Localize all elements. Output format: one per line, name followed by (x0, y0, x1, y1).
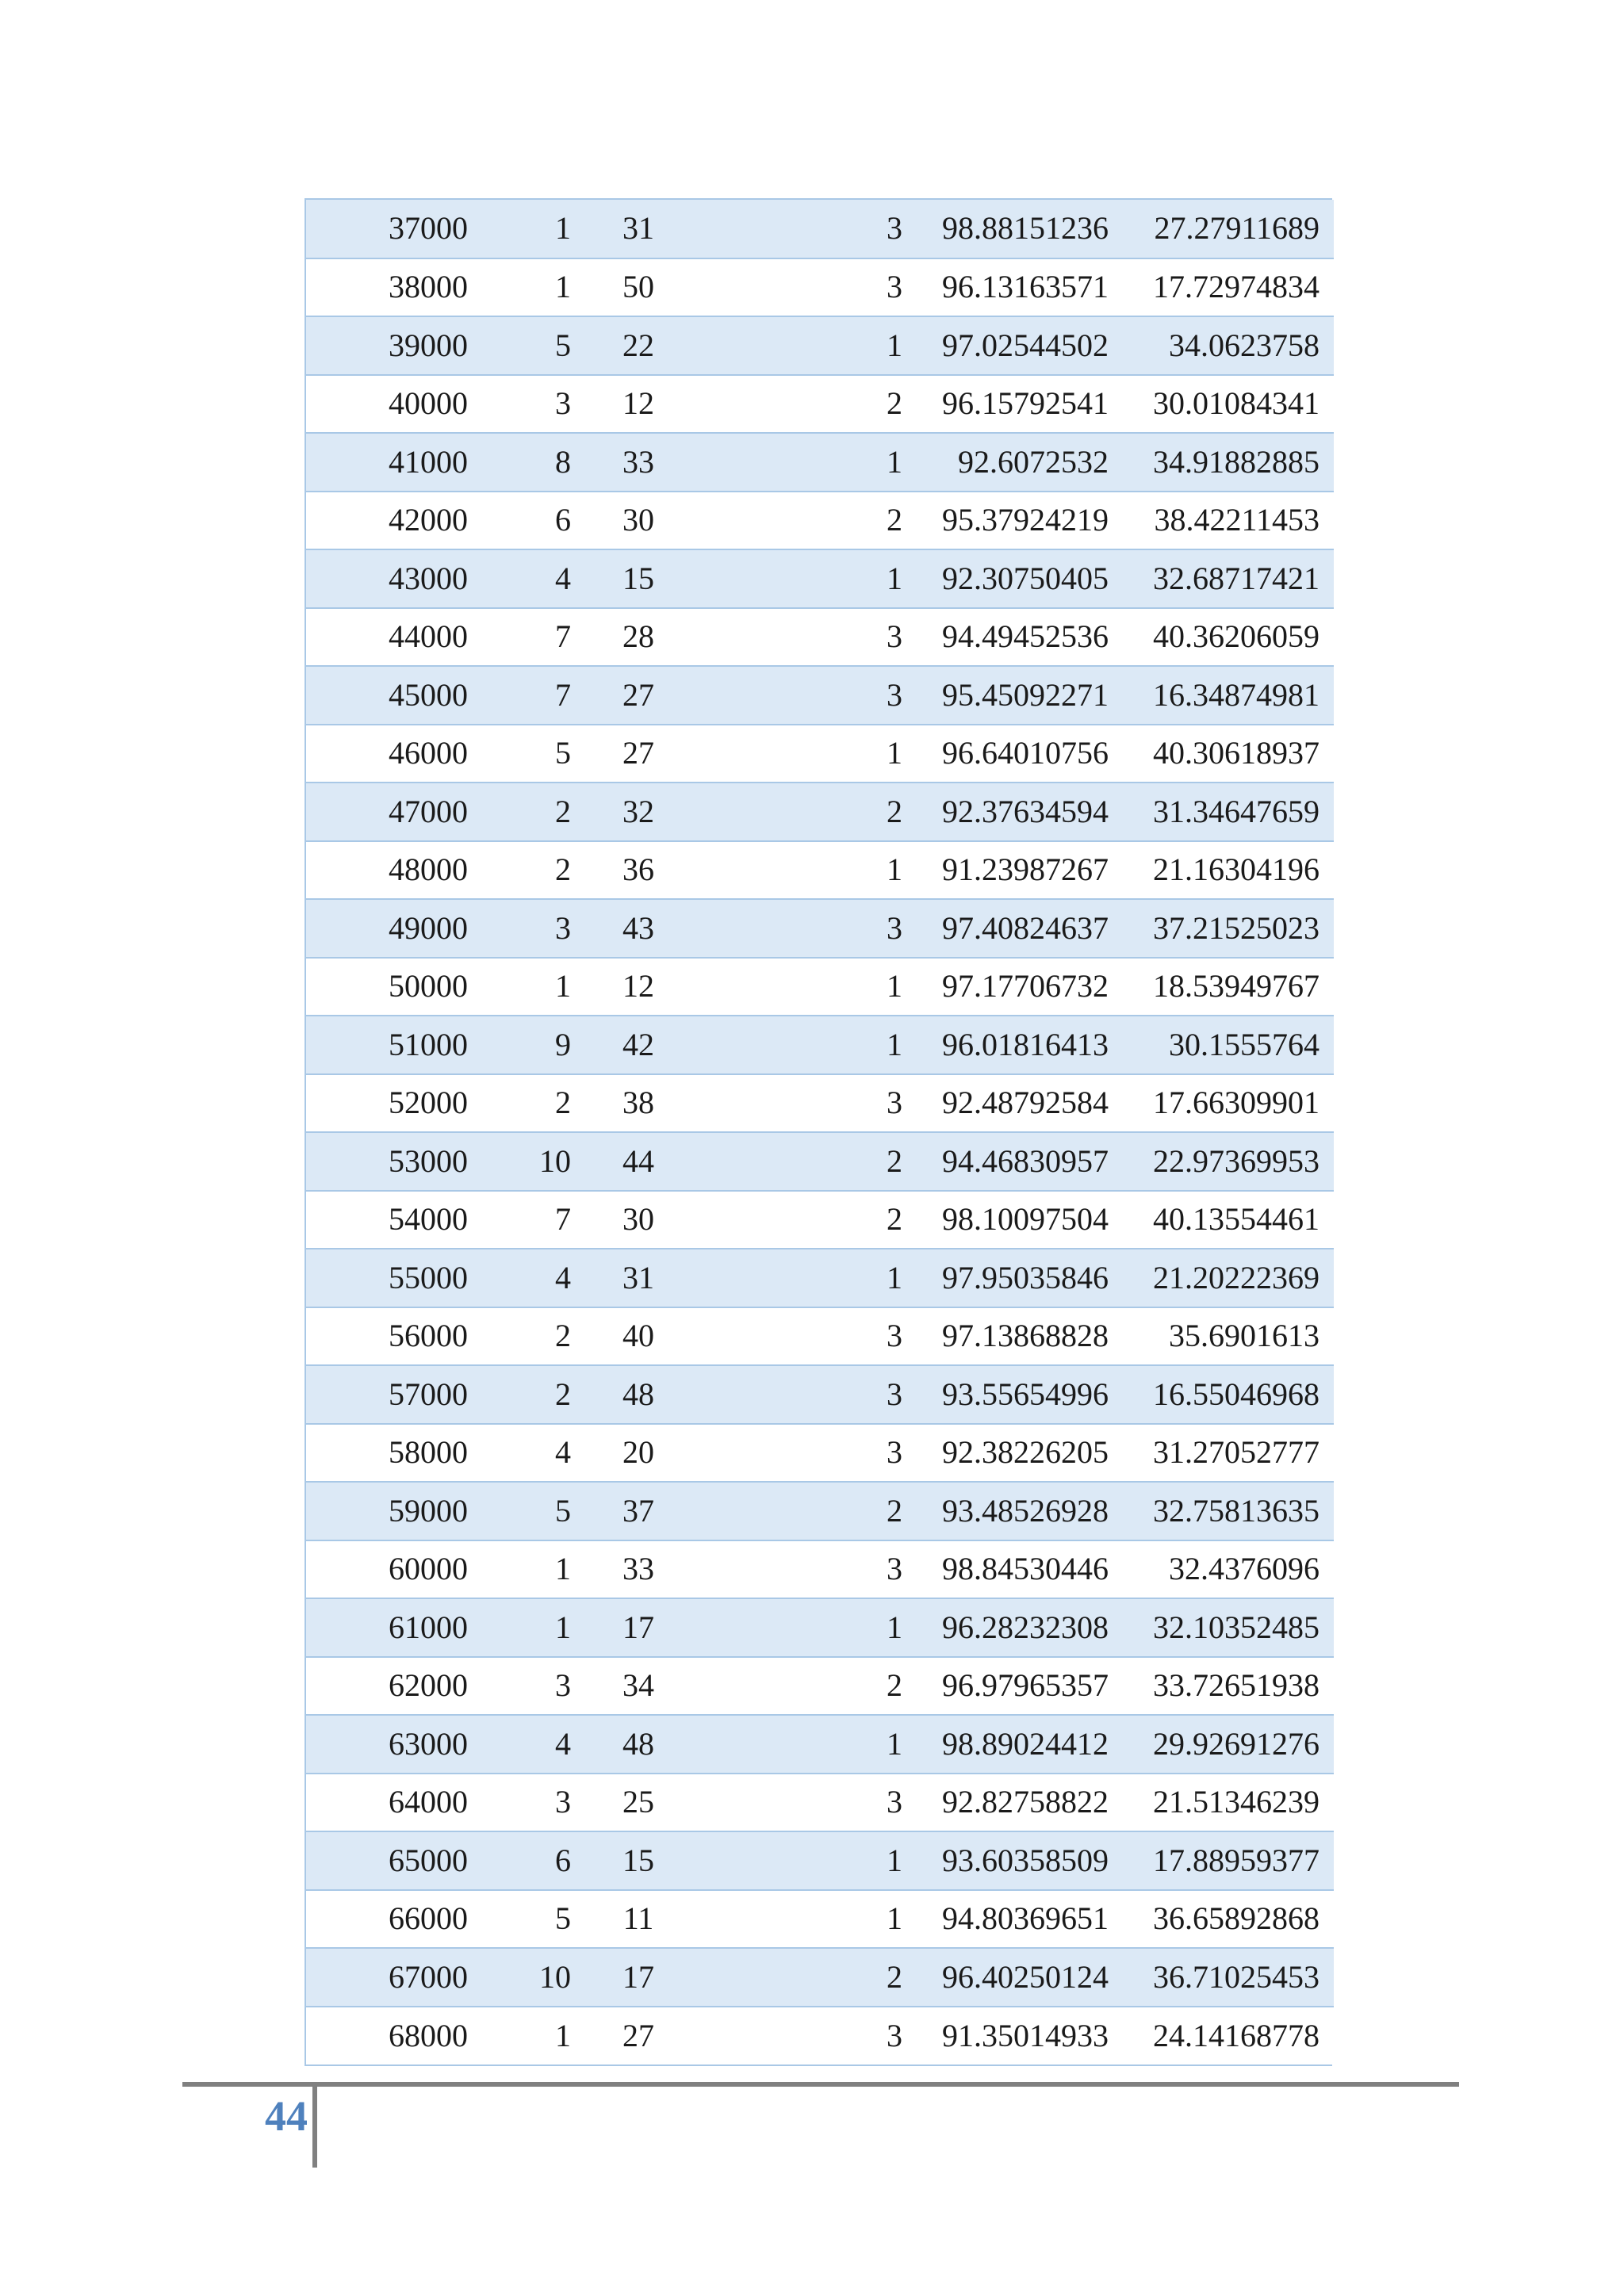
table-cell: 2 (706, 1132, 915, 1191)
table-row (306, 258, 1334, 317)
table-cell: 15 (571, 1831, 706, 1890)
table-cell: 1 (468, 2007, 571, 2065)
table-row (306, 1774, 1334, 1832)
table-row (306, 1890, 1334, 1949)
table-row (306, 375, 1334, 434)
table-cell: 44 (571, 1132, 706, 1191)
table-cell: 97.17706732 (915, 958, 1124, 1016)
table-cell: 31 (571, 200, 706, 258)
table-cell: 94.46830957 (915, 1132, 1124, 1191)
table-cell: 16.34874981 (1124, 666, 1334, 725)
table-cell: 40000 (306, 375, 468, 434)
table-cell: 21.51346239 (1124, 1774, 1334, 1832)
table-cell: 31 (571, 1249, 706, 1307)
table-cell: 40 (571, 1307, 706, 1366)
table-cell: 4 (468, 549, 571, 608)
table-cell: 21.20222369 (1124, 1249, 1334, 1307)
table-cell: 2 (468, 841, 571, 900)
table-cell: 2 (468, 1365, 571, 1424)
table-cell: 1 (468, 958, 571, 1016)
table-row (306, 549, 1334, 608)
table-cell: 3 (706, 1540, 915, 1599)
table-cell: 28 (571, 608, 706, 667)
table-cell: 2 (468, 1074, 571, 1133)
table-cell: 64000 (306, 1774, 468, 1832)
table-cell: 3 (706, 666, 915, 725)
table-cell: 53000 (306, 1132, 468, 1191)
table-row (306, 1424, 1334, 1483)
table-cell: 30 (571, 492, 706, 550)
table-row (306, 783, 1334, 841)
table-row (306, 1132, 1334, 1191)
table-cell: 4 (468, 1424, 571, 1483)
table-row (306, 492, 1334, 550)
table-cell: 94.49452536 (915, 608, 1124, 667)
table-cell: 2 (706, 492, 915, 550)
table-cell: 33 (571, 433, 706, 492)
table-cell: 52000 (306, 1074, 468, 1133)
table-cell: 96.97965357 (915, 1657, 1124, 1716)
table-cell: 98.10097504 (915, 1191, 1124, 1249)
table-cell: 4 (468, 1249, 571, 1307)
footer-rule (182, 2082, 1459, 2087)
page-number: 44 (265, 2092, 308, 2140)
data-table (306, 200, 1334, 2064)
table-cell: 54000 (306, 1191, 468, 1249)
table-cell: 1 (468, 1540, 571, 1599)
table-row (306, 1715, 1334, 1774)
table-row (306, 1831, 1334, 1890)
table-cell: 92.6072532 (915, 433, 1124, 492)
table-cell: 32.4376096 (1124, 1540, 1334, 1599)
table-cell: 47000 (306, 783, 468, 841)
table-row (306, 1540, 1334, 1599)
table-body (306, 200, 1334, 2064)
table-cell: 18.53949767 (1124, 958, 1334, 1016)
table-cell: 95.45092271 (915, 666, 1124, 725)
table-cell: 31.27052777 (1124, 1424, 1334, 1483)
table-row (306, 1307, 1334, 1366)
table-cell: 93.48526928 (915, 1482, 1124, 1540)
table-cell: 2 (706, 375, 915, 434)
table-cell: 1 (706, 725, 915, 783)
table-cell: 27 (571, 725, 706, 783)
table-cell: 20 (571, 1424, 706, 1483)
table-cell: 41000 (306, 433, 468, 492)
table-cell: 24.14168778 (1124, 2007, 1334, 2065)
table-cell: 2 (706, 1948, 915, 2007)
table-cell: 30.01084341 (1124, 375, 1334, 434)
table-cell: 3 (706, 1074, 915, 1133)
table-cell: 38.42211453 (1124, 492, 1334, 550)
table-cell: 97.02544502 (915, 316, 1124, 375)
table-cell: 44000 (306, 608, 468, 667)
table-cell: 97.95035846 (915, 1249, 1124, 1307)
table-cell: 6 (468, 1831, 571, 1890)
table-cell: 59000 (306, 1482, 468, 1540)
table-row (306, 2007, 1334, 2065)
table-cell: 61000 (306, 1598, 468, 1657)
table-cell: 10 (468, 1948, 571, 2007)
table-cell: 38 (571, 1074, 706, 1133)
table-cell: 1 (706, 1016, 915, 1074)
table-cell: 94.80369651 (915, 1890, 1124, 1949)
table-cell: 37.21525023 (1124, 899, 1334, 958)
data-table-container (304, 198, 1332, 2066)
table-cell: 63000 (306, 1715, 468, 1774)
table-cell: 12 (571, 375, 706, 434)
table-cell: 9 (468, 1016, 571, 1074)
table-cell: 2 (706, 1482, 915, 1540)
table-cell: 31.34647659 (1124, 783, 1334, 841)
table-row (306, 433, 1334, 492)
table-cell: 96.40250124 (915, 1948, 1124, 2007)
table-cell: 4 (468, 1715, 571, 1774)
table-cell: 22.97369953 (1124, 1132, 1334, 1191)
table-cell: 5 (468, 725, 571, 783)
table-cell: 3 (468, 1657, 571, 1716)
table-cell: 32.75813635 (1124, 1482, 1334, 1540)
table-cell: 51000 (306, 1016, 468, 1074)
table-cell: 17 (571, 1948, 706, 2007)
table-cell: 37 (571, 1482, 706, 1540)
table-row (306, 1249, 1334, 1307)
table-cell: 36.65892868 (1124, 1890, 1334, 1949)
table-cell: 96.13163571 (915, 258, 1124, 317)
table-cell: 96.64010756 (915, 725, 1124, 783)
table-cell: 29.92691276 (1124, 1715, 1334, 1774)
table-cell: 3 (706, 200, 915, 258)
table-cell: 2 (468, 783, 571, 841)
table-cell: 3 (706, 1774, 915, 1832)
table-cell: 95.37924219 (915, 492, 1124, 550)
table-cell: 65000 (306, 1831, 468, 1890)
table-cell: 10 (468, 1132, 571, 1191)
table-cell: 40.30618937 (1124, 725, 1334, 783)
table-cell: 56000 (306, 1307, 468, 1366)
table-cell: 32.68717421 (1124, 549, 1334, 608)
table-cell: 8 (468, 433, 571, 492)
table-cell: 43 (571, 899, 706, 958)
table-cell: 92.37634594 (915, 783, 1124, 841)
table-cell: 91.35014933 (915, 2007, 1124, 2065)
table-cell: 40.13554461 (1124, 1191, 1334, 1249)
table-cell: 2 (468, 1307, 571, 1366)
table-cell: 2 (706, 1191, 915, 1249)
table-cell: 68000 (306, 2007, 468, 2065)
table-cell: 48 (571, 1715, 706, 1774)
table-cell: 1 (706, 1890, 915, 1949)
table-cell: 3 (468, 1774, 571, 1832)
table-cell: 27.27911689 (1124, 200, 1334, 258)
table-cell: 97.40824637 (915, 899, 1124, 958)
table-row (306, 1191, 1334, 1249)
table-cell: 1 (706, 1831, 915, 1890)
table-cell: 3 (706, 1365, 915, 1424)
table-cell: 17 (571, 1598, 706, 1657)
table-cell: 2 (706, 783, 915, 841)
table-cell: 1 (706, 1715, 915, 1774)
table-cell: 35.6901613 (1124, 1307, 1334, 1366)
table-row (306, 608, 1334, 667)
table-cell: 96.28232308 (915, 1598, 1124, 1657)
table-cell: 7 (468, 608, 571, 667)
table-cell: 17.72974834 (1124, 258, 1334, 317)
table-cell: 1 (706, 316, 915, 375)
table-cell: 32 (571, 783, 706, 841)
table-cell: 50000 (306, 958, 468, 1016)
table-cell: 17.88959377 (1124, 1831, 1334, 1890)
table-cell: 7 (468, 666, 571, 725)
table-cell: 3 (706, 1307, 915, 1366)
table-cell: 46000 (306, 725, 468, 783)
table-cell: 93.55654996 (915, 1365, 1124, 1424)
table-cell: 5 (468, 1482, 571, 1540)
table-cell: 34.91882885 (1124, 433, 1334, 492)
table-cell: 91.23987267 (915, 841, 1124, 900)
table-cell: 11 (571, 1890, 706, 1949)
table-cell: 39000 (306, 316, 468, 375)
table-row (306, 1016, 1334, 1074)
table-cell: 1 (706, 549, 915, 608)
table-cell: 3 (706, 2007, 915, 2065)
table-cell: 17.66309901 (1124, 1074, 1334, 1133)
table-cell: 66000 (306, 1890, 468, 1949)
table-cell: 93.60358509 (915, 1831, 1124, 1890)
table-cell: 5 (468, 316, 571, 375)
table-cell: 1 (468, 1598, 571, 1657)
table-cell: 48 (571, 1365, 706, 1424)
table-cell: 1 (468, 200, 571, 258)
table-cell: 1 (706, 1249, 915, 1307)
table-cell: 3 (706, 258, 915, 317)
table-cell: 50 (571, 258, 706, 317)
table-row (306, 725, 1334, 783)
table-cell: 33 (571, 1540, 706, 1599)
table-cell: 48000 (306, 841, 468, 900)
table-cell: 32.10352485 (1124, 1598, 1334, 1657)
table-cell: 27 (571, 666, 706, 725)
table-cell: 92.82758822 (915, 1774, 1124, 1832)
table-row (306, 1365, 1334, 1424)
table-cell: 34 (571, 1657, 706, 1716)
table-cell: 1 (706, 958, 915, 1016)
table-cell: 1 (706, 841, 915, 900)
table-cell: 1 (706, 1598, 915, 1657)
table-row (306, 666, 1334, 725)
table-cell: 96.01816413 (915, 1016, 1124, 1074)
table-cell: 3 (468, 375, 571, 434)
table-cell: 2 (706, 1657, 915, 1716)
table-cell: 34.0623758 (1124, 316, 1334, 375)
table-row (306, 1598, 1334, 1657)
table-cell: 25 (571, 1774, 706, 1832)
table-cell: 15 (571, 549, 706, 608)
table-cell: 60000 (306, 1540, 468, 1599)
table-cell: 6 (468, 492, 571, 550)
table-cell: 57000 (306, 1365, 468, 1424)
table-row (306, 899, 1334, 958)
table-cell: 30 (571, 1191, 706, 1249)
table-cell: 98.88151236 (915, 200, 1124, 258)
table-cell: 1 (468, 258, 571, 317)
table-row (306, 200, 1334, 258)
table-row (306, 1948, 1334, 2007)
table-cell: 98.89024412 (915, 1715, 1124, 1774)
table-cell: 62000 (306, 1657, 468, 1716)
table-row (306, 316, 1334, 375)
table-cell: 1 (706, 433, 915, 492)
table-cell: 27 (571, 2007, 706, 2065)
table-cell: 55000 (306, 1249, 468, 1307)
table-cell: 37000 (306, 200, 468, 258)
table-cell: 92.48792584 (915, 1074, 1124, 1133)
table-cell: 97.13868828 (915, 1307, 1124, 1366)
table-cell: 98.84530446 (915, 1540, 1124, 1599)
table-cell: 3 (706, 1424, 915, 1483)
table-cell: 7 (468, 1191, 571, 1249)
table-cell: 36.71025453 (1124, 1948, 1334, 2007)
table-row (306, 1482, 1334, 1540)
table-cell: 42000 (306, 492, 468, 550)
table-cell: 92.30750405 (915, 549, 1124, 608)
table-cell: 58000 (306, 1424, 468, 1483)
table-cell: 38000 (306, 258, 468, 317)
table-cell: 45000 (306, 666, 468, 725)
table-cell: 96.15792541 (915, 375, 1124, 434)
table-row (306, 841, 1334, 900)
table-cell: 49000 (306, 899, 468, 958)
table-cell: 3 (468, 899, 571, 958)
table-row (306, 1074, 1334, 1133)
table-row (306, 1657, 1334, 1716)
table-cell: 3 (706, 899, 915, 958)
table-cell: 12 (571, 958, 706, 1016)
footer-divider (312, 2087, 317, 2168)
table-row (306, 958, 1334, 1016)
table-cell: 40.36206059 (1124, 608, 1334, 667)
table-cell: 30.1555764 (1124, 1016, 1334, 1074)
table-cell: 43000 (306, 549, 468, 608)
table-cell: 3 (706, 608, 915, 667)
table-cell: 92.38226205 (915, 1424, 1124, 1483)
table-cell: 33.72651938 (1124, 1657, 1334, 1716)
table-cell: 16.55046968 (1124, 1365, 1334, 1424)
table-cell: 21.16304196 (1124, 841, 1334, 900)
table-cell: 42 (571, 1016, 706, 1074)
table-cell: 36 (571, 841, 706, 900)
table-cell: 5 (468, 1890, 571, 1949)
table-cell: 22 (571, 316, 706, 375)
table-cell: 67000 (306, 1948, 468, 2007)
